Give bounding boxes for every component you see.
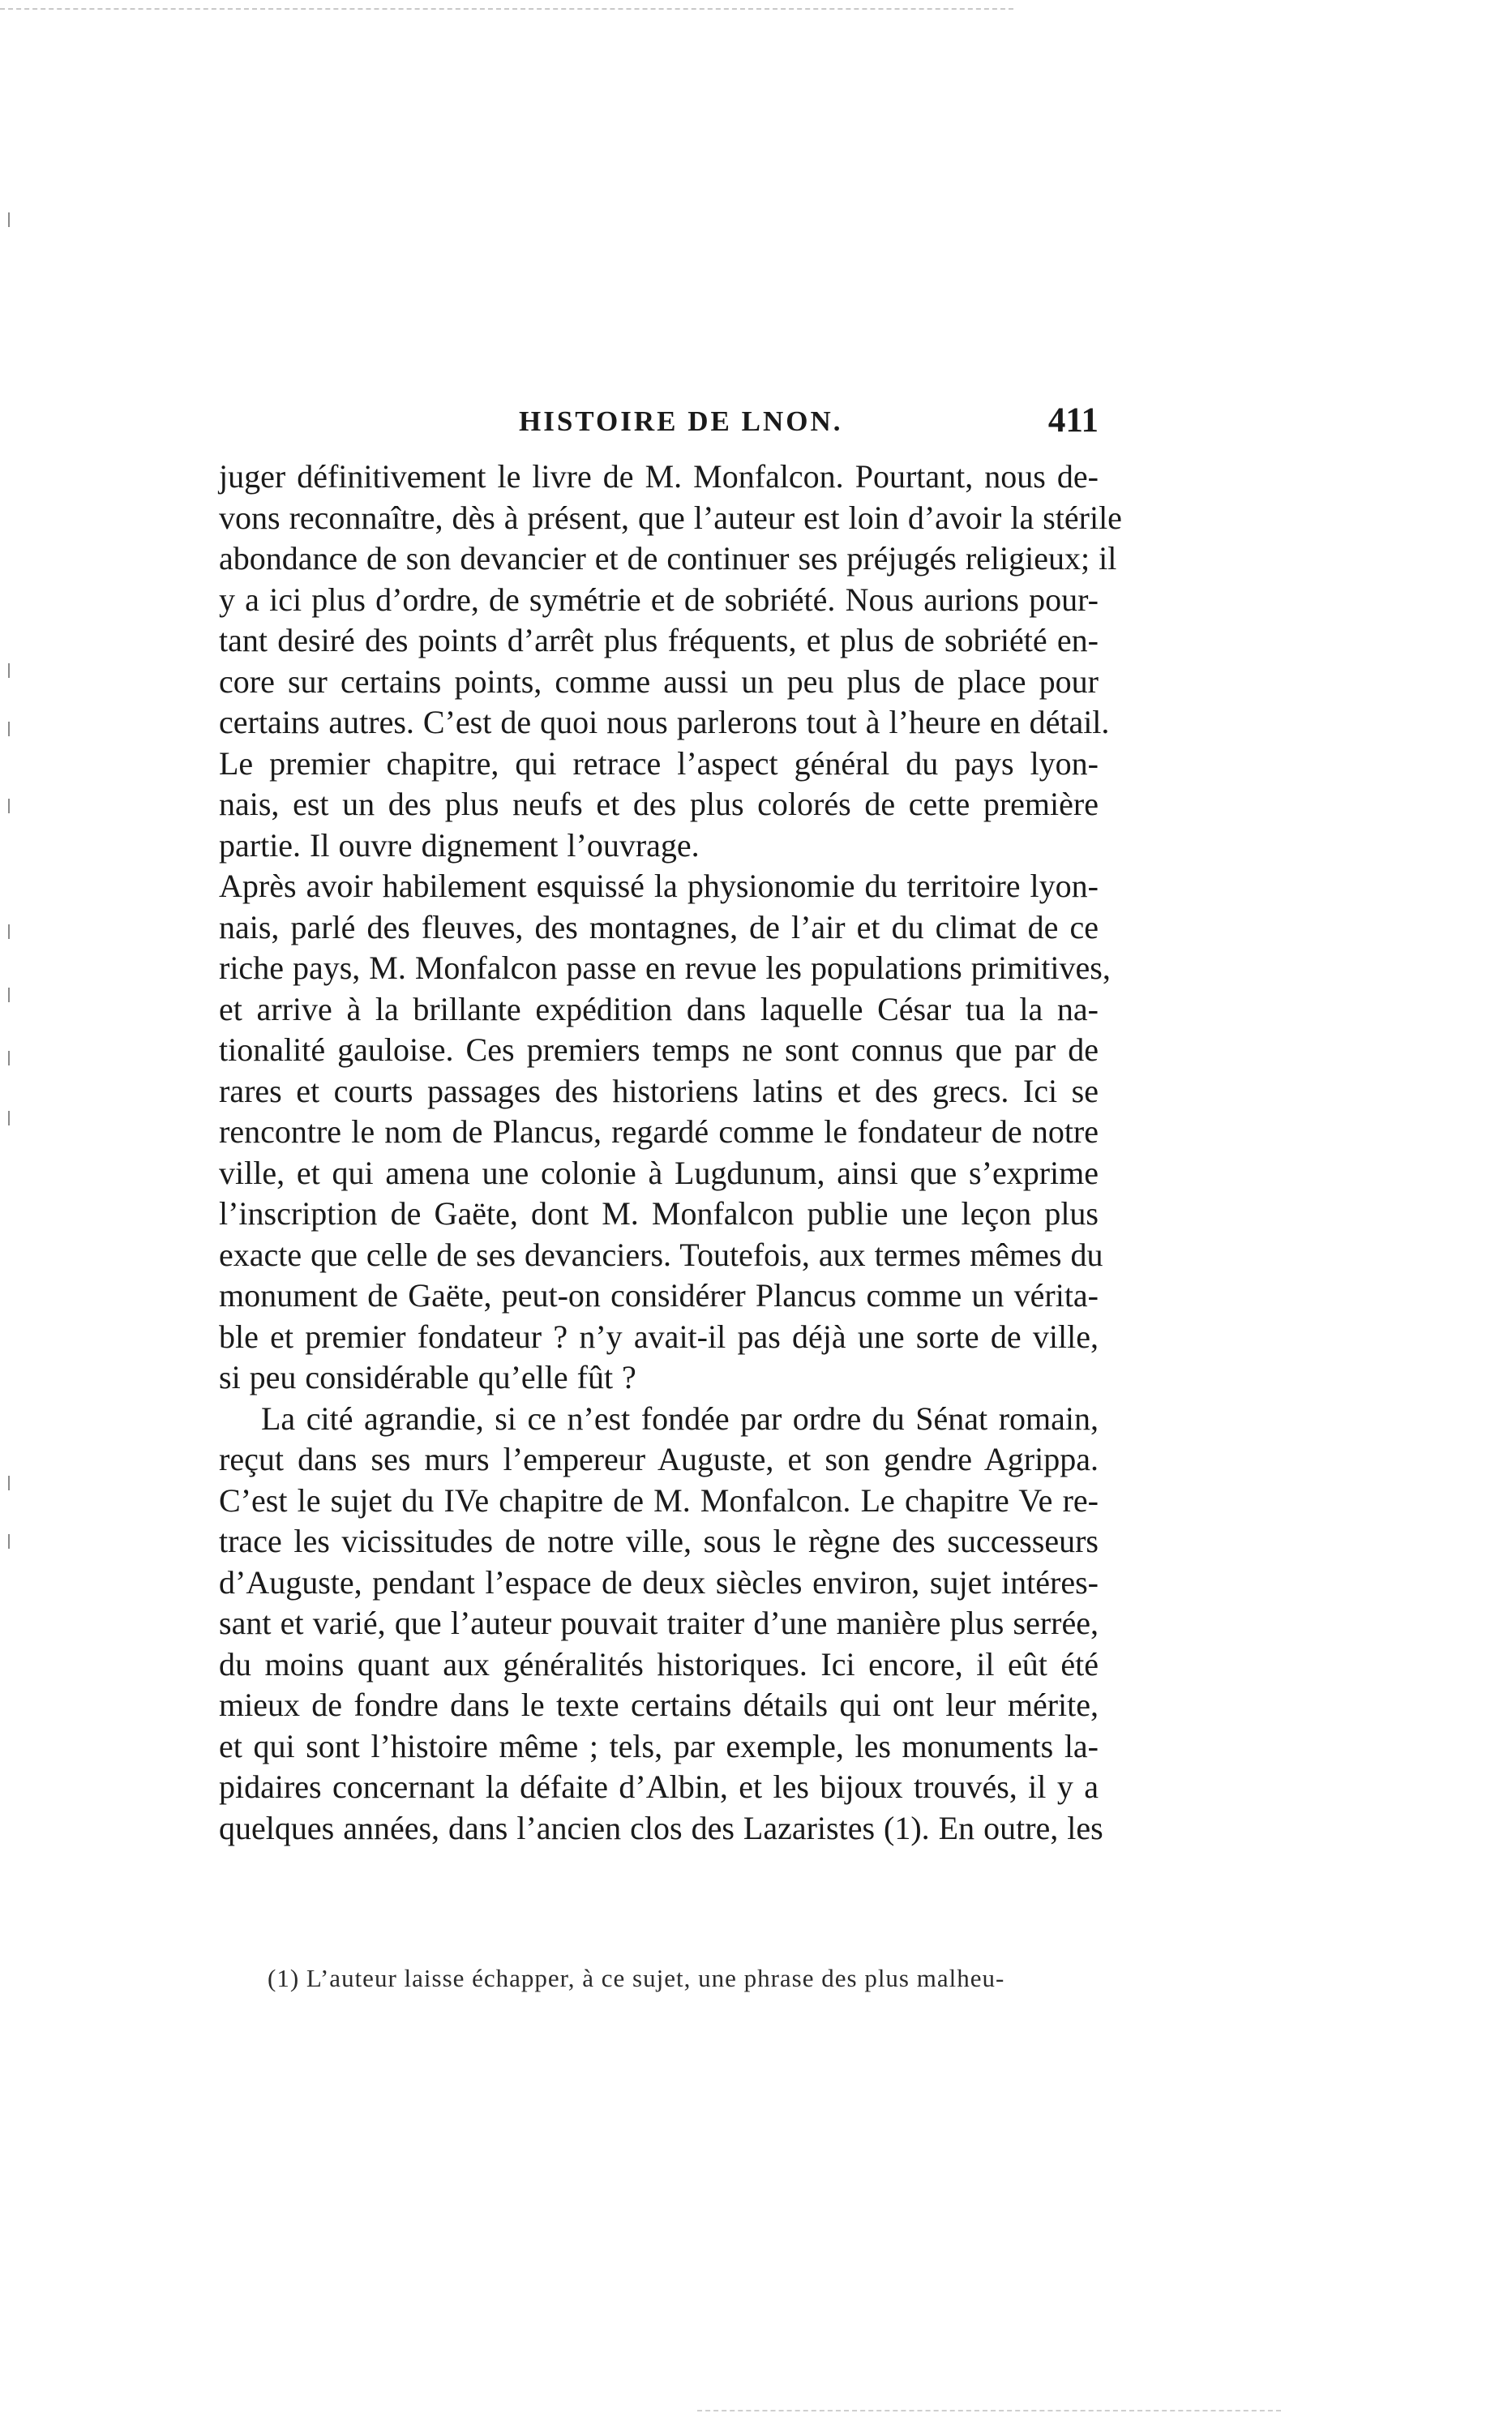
- text-line: partie. Il ouvre dignement l’ouvrage.: [219, 826, 700, 864]
- text-line: juger définitivement le livre de M. Monfalcon. Pourtant, nous de-: [219, 458, 1099, 495]
- text-line: rencontre le nom de Plancus, regardé comme le fondateur de notre: [219, 1113, 1099, 1150]
- text-line: et qui sont l’histoire même ; tels, par exemple, les monuments la-: [219, 1727, 1099, 1764]
- text-line: si peu considérable qu’elle fût ?: [219, 1359, 636, 1395]
- margin-mark: [8, 1111, 10, 1125]
- text-line: nais, parlé des fleuves, des montagnes, de l’air et du climat de ce: [219, 908, 1099, 945]
- text-line: et arrive à la brillante expédition dans laquelle César tua la na-: [219, 990, 1099, 1027]
- text-line: nais, est un des plus neufs et des plus colorés de cette première: [219, 786, 1099, 822]
- text-line: exacte que celle de ses devanciers. Toutefois, aux termes mêmes du: [219, 1236, 1103, 1273]
- text-line: trace les vicissitudes de notre ville, sous le règne des successeurs: [219, 1523, 1099, 1559]
- margin-mark: [8, 1534, 10, 1549]
- footnote-area: [268, 1961, 1099, 1996]
- text-line: rares et courts passages des historiens latins et des grecs. Ici se: [219, 1072, 1099, 1109]
- footnote: (1) L’auteur laisse échapper, à ce sujet, une phrase des plus malheu-: [268, 1964, 1005, 1992]
- text-line: d’Auguste, pendant l’espace de deux siècles environ, sujet intéres-: [219, 1563, 1099, 1601]
- text-line: mieux de fondre dans le texte certains détails qui ont leur mérite,: [219, 1687, 1099, 1723]
- text-line: C’est le sujet du IVe chapitre de M. Monfalcon. Le chapitre Ve re-: [219, 1481, 1099, 1519]
- page-number: 411: [1047, 401, 1099, 439]
- text-line: pidaires concernant la défaite d’Albin, et les bijoux trouvés, il y a: [219, 1768, 1099, 1805]
- margin-mark: [8, 722, 10, 736]
- text-line: Le premier chapitre, qui retrace l’aspect général du pays lyon-: [219, 744, 1099, 782]
- margin-mark: [8, 988, 10, 1002]
- margin-mark: [8, 924, 10, 939]
- margin-mark: [8, 663, 10, 678]
- text-line: tionalité gauloise. Ces premiers temps ne sont connus que par de: [219, 1031, 1099, 1068]
- margin-mark: [8, 1476, 10, 1490]
- text-line: certains autres. C’est de quoi nous parlerons tout à l’heure en détail.: [219, 704, 1110, 740]
- text-line: reçut dans ses murs l’empereur Auguste, et son gendre Agrippa.: [219, 1441, 1099, 1477]
- text-line: monument de Gaëte, peut-on considérer Plancus comme un vérita-: [219, 1277, 1099, 1314]
- text-line: Après avoir habilement esquissé la physionomie du territoire lyon-: [219, 868, 1099, 904]
- running-head: [219, 401, 1099, 449]
- text-line: ble et premier fondateur ? n’y avait-il pas déjà une sorte de ville,: [219, 1318, 1099, 1355]
- margin-mark: [8, 212, 10, 227]
- text-line: y a ici plus d’ordre, de symétrie et de sobriété. Nous aurions pour-: [219, 581, 1099, 618]
- text-line: riche pays, M. Monfalcon passe en revue les populations primitives,: [219, 950, 1111, 986]
- text-line: l’inscription de Gaëte, dont M. Monfalcon publie une leçon plus: [219, 1195, 1099, 1232]
- text-line: vons reconnaître, dès à présent, que l’auteur est loin d’avoir la stérile: [219, 499, 1122, 536]
- text-line: core sur certains points, comme aussi un peu plus de place pour: [219, 662, 1099, 700]
- text-line: La cité agrandie, si ce n’est fondée par ordre du Sénat romain,: [261, 1400, 1099, 1437]
- text-line: ville, et qui amena une colonie à Lugdunum, ainsi que s’exprime: [219, 1154, 1099, 1191]
- margin-mark: [8, 799, 10, 813]
- scan-edge-rule-top: [0, 8, 1013, 10]
- body-text: [219, 457, 1122, 1849]
- text-line: du moins quant aux généralités historiques. Ici encore, il eût été: [219, 1645, 1099, 1683]
- text-line: tant desiré des points d’arrêt plus fréquents, et plus de sobriété en-: [219, 622, 1099, 658]
- text-line: abondance de son devancier et de continuer ses préjugés religieux; il: [219, 540, 1117, 577]
- scan-edge-rule-bottom: [697, 2410, 1281, 2411]
- text-line: sant et varié, que l’auteur pouvait traiter d’une manière plus serrée,: [219, 1605, 1099, 1641]
- text-line: quelques années, dans l’ancien clos des Lazaristes (1). En outre, les: [219, 1809, 1103, 1846]
- running-head-title: HISTOIRE DE LNON.: [519, 405, 843, 437]
- margin-mark: [8, 1051, 10, 1065]
